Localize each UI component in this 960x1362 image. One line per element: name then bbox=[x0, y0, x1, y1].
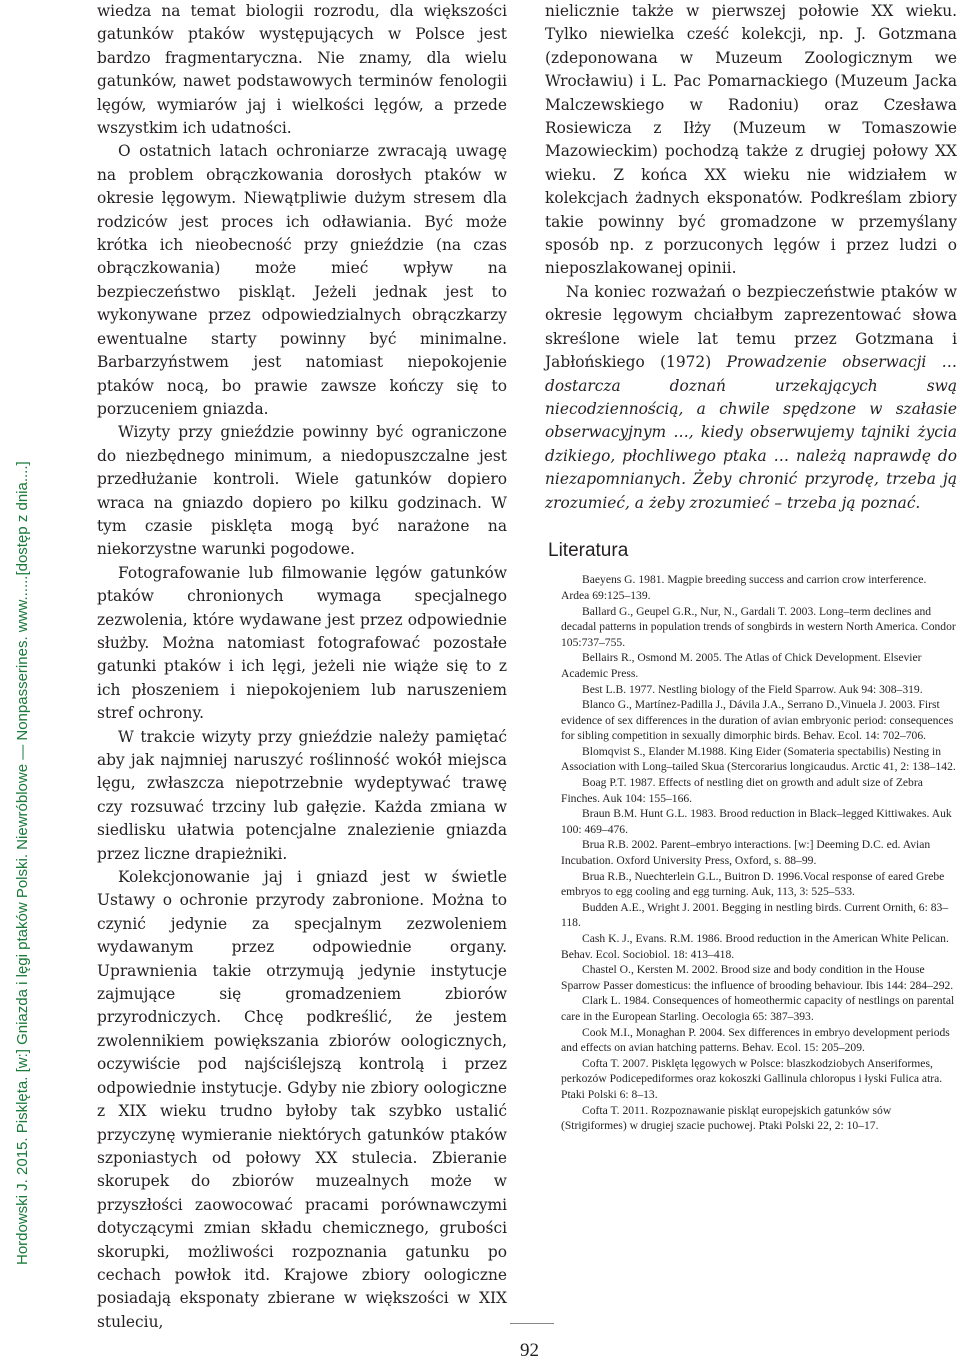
italic-quote: Prowadzenie obserwacji … dostarcza doznań urzekających swą niecodziennością, a chwile spędzone w szałasie obserwacyjnym …, kiedy obserwujemy tajniki życia dzikiego, płochliwego ptaka … należą naprawdę do niezapomnianych. Żeby chronić przyrodę, trzeba ją zrozumieć, a żeby zrozumieć – trzeba ją poznać. bbox=[545, 353, 957, 512]
reference-item: Chastel O., Kersten M. 2002. Brood size and body condition in the House Sparrow Passer domesticus: the influence of brooding behaviour. Ibis 144: 284–292. bbox=[561, 963, 954, 992]
reference-item: Clark L. 1984. Consequences of homeothermic capacity of nestlings on parental care in the European Starling. Oecologia 65: 387–393. bbox=[561, 994, 955, 1023]
paragraph: nielicznie także w pierwszej połowie XX wieku. Tylko niewielka cześć kolekcji, np. J. Gotzmana (zdeponowana w Muzeum Zoologicznym we Wrocławiu) i L. Pac Pomarnackiego (Muzeum Jacka Malczewskiego w Radoniu) oraz Czesława Rosiewicza z Iłży (Muzeum w Tomaszowie Mazowieckim) pochodzą także z drugiej połowy XX wieku. Z końca XX wieku nie widziałem w kolekcjach żadnych eksponatów. Podkreślam zbiory takie powinny być gromadzone w przemyślany sposób np. z porzuconych lęgów i przez ludzi o nieposzlakowanej opinii. bbox=[545, 2, 957, 278]
footer-rule bbox=[510, 1323, 554, 1324]
reference-item: Braun B.M. Hunt G.L. 1983. Brood reduction in Black–legged Kittiwakes. Auk 100: 469–476. bbox=[561, 807, 952, 836]
paragraph: Kolekcjonowanie jaj i gniazd jest w świetle Ustawy o ochronie przyrody zabronione. Można to czynić jedynie za specjalnym zezwoleniem wydawanym przez odpowiednie organy. Uprawnienia takie otrzymują jedynie instytucje zajmujące się gromadzeniem zbiorów przyrodniczych. Chcę podkreślić, że jestem zwolennikiem powiększania zbiorów oologicznych, oczywiście pod najściślejszą kontrolą i przez odpowiednie instytucje. Gdyby nie zbiory oologiczne z XIX wieku trudno byłoby tak szybko ustalić przyczynę wymieranie niektórych gatunków ptaków szponiastych od połowy XX stulecia. Zbieranie skorupek do zbiorów muzealnych może w przyszłości zaowocować pracami porównawczymi dotyczącymi zmian składu chemicznego, grubości skorupki, możliwości rozpoznania gatunku po cechach powłok itd. Krajowe zbiory oologiczne posiadają eksponaty zbierane w większości w XIX stuleciu, bbox=[97, 868, 507, 1331]
reference-item: Budden A.E., Wright J. 2001. Begging in nestling birds. Current Ornith, 6: 83–118. bbox=[561, 900, 949, 930]
reference-item: Cofta T. 2011. Rozpoznawanie piskląt europejskich gatunków sów (Strigiformes) w drugiej szacie puchowej. Ptaki Polski 22, 2: 10–17. bbox=[561, 1103, 892, 1133]
paragraph: wiedza na temat biologii rozrodu, dla większości gatunków ptaków występujących w Polsce jest bardzo fragmentaryczna. Nie znamy, dla wielu gatunków, nawet podstawowych terminów fenologii lęgów, wymiarów jaj i wielkości lęgów, a przede wszystkim ich udatności. bbox=[97, 2, 507, 138]
reference-item: Bellairs R., Osmond M. 2005. The Atlas of Chick Development. Elsevier Academic Press. bbox=[561, 651, 922, 680]
right-column bbox=[545, 0, 957, 1134]
paragraph: O ostatnich latach ochroniarze zwracają uwagę na problem obrączkowania dorosłych ptaków w okresie lęgowym. Niewątpliwie dużym stresem dla rodziców jest proces ich odławiania. Być może krótka ich nieobecność przy gnieździe (na czas obrączkowania) może mieć wpływ na bezpieczeństwo piskląt. Jeżeli jednak jest to wykonywane przez odpowiedzialnych obrączkarzy ewentualne starty powinny być minimalne. Barbarzyństwem jest natomiast niepokojenie ptaków nocą, bo prawie zawsze kończy się to porzuceniem gniazda. bbox=[97, 142, 507, 418]
reference-item: Cofta T. 2007. Pisklęta lęgowych w Polsce: blaszkodziobych Anseriformes, perkozów Podicepediformes oraz kokoszki Gallinula chloropus i łyski Fulica atra. Ptaki Polski 6: 8–13. bbox=[561, 1056, 943, 1101]
paragraph: W trakcie wizyty przy gnieździe należy pamiętać aby jak najmniej naruszyć roślinność wokół miejsca lęgu, zwłaszcza niepotrzebnie wydeptywać trawę czy rozsuwać trzciny lub gałęzie. Każda zmiana w siedlisku ułatwia potencjalne znalezienie gniazda przez liczne drapieżniki. bbox=[97, 727, 507, 863]
quote-paragraph bbox=[545, 281, 957, 515]
page-number: 92 bbox=[520, 1340, 539, 1361]
literature-heading: Literatura bbox=[548, 539, 629, 561]
paragraph-text: Na koniec rozważań o bezpieczeństwie ptaków w okresie lęgowym chciałbym zaprezentować słowa skreślone wiele lat temu przez Gotzmana i Jabłońskiego (1972) bbox=[545, 282, 957, 372]
reference-item: Boag P.T. 1987. Effects of nestling diet on growth and adult size of Zebra Finches. Auk 104: 155–166. bbox=[561, 776, 923, 805]
reference-item: Best L.B. 1977. Nestling biology of the Field Sparrow. Auk 94: 308–319. bbox=[582, 682, 923, 696]
running-head: Hordowski J. 2015. Pisklęta. [w:] Gniazda i lęgi ptaków Polski. Niewróblowe — Nonpasserines. www......[dostęp z dnia....] bbox=[14, 461, 31, 1265]
reference-item: Blanco G., Martínez-Padilla J., Dávila J.A., Serrano D.,Vinuela J. 2003. First evidence of sex differences in the duration of avian embryonic period: consequences for sibling competition in sexually dimorphic birds. Behav. Ecol. 14: 702–706. bbox=[561, 698, 954, 743]
reference-list bbox=[548, 572, 957, 1133]
reference-item: Baeyens G. 1981. Magpie breeding success and carrion crow interference. Ardea 69:125–139. bbox=[561, 573, 927, 602]
reference-item: Cook M.I., Monaghan P. 2004. Sex differences in embryo development periods and effects on avian hatching patterns. Behav. Ecol. 15: 205–209. bbox=[561, 1025, 950, 1055]
reference-item: Ballard G., Geupel G.R., Nur, N., Gardali T. 2003. Long–term declines and decadal patterns in population trends of songbirds in western North America. Condor 105:737–755. bbox=[561, 604, 956, 649]
reference-item: Blomqvist S., Elander M.1988. King Eider (Somateria spectabilis) Nesting in Association with Long–tailed Skua (Stercorarius longicaudus. Arctic 41, 2: 138–142. bbox=[561, 744, 956, 774]
paragraph: Wizyty przy gnieździe powinny być ograniczone do niezbędnego minimum, a niedopuszczalne jest przedłużanie kontroli. Wiele gatunków dopiero wraca na gniazdo dopiero po kilku godzinach. W tym czasie pisklęta mogą być narażone na niekorzystne warunki pogodowe. bbox=[97, 423, 507, 559]
reference-item: Brua R.B., Nuechterlein G.L., Buitron D. 1996.Vocal response of eared Grebe embryos to egg cooling and egg turning. Auk, 113, 3: 525–533. bbox=[561, 869, 945, 899]
reference-item: Brua R.B. 2002. Parent–embryo interactions. [w:] Deeming D.C. ed. Avian Incubation. Oxford University Press, Oxford, s. 88–99. bbox=[561, 838, 931, 868]
left-column bbox=[97, 0, 507, 1334]
paragraph: Fotografowanie lub filmowanie lęgów gatunków ptaków chronionych wymaga specjalnego zezwolenia, które wydawane jest przez odpowiednie służby. Można natomiast fotografować pozostałe gatunki ptaków i ich lęgi, jeżeli nie wiąże się to z ich płoszeniem i niepokojeniem lub naruszeniem stref ochrony. bbox=[97, 563, 507, 723]
running-head-sidebar bbox=[0, 0, 31, 1300]
reference-item: Cash K. J., Evans. R.M. 1986. Brood reduction in the American White Pelican. Behav. Ecol. Sociobiol. 18: 413–418. bbox=[561, 932, 949, 961]
